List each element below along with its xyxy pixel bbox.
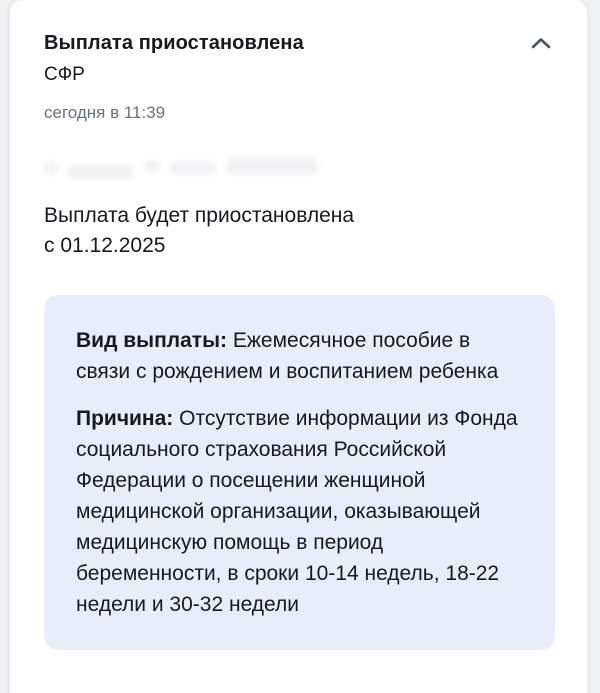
reason-label: Причина: xyxy=(76,407,174,430)
notification-title: Выплата приостановлена xyxy=(44,32,304,54)
redacted-blob xyxy=(44,162,58,174)
redacted-blob xyxy=(144,160,160,172)
chevron-up-icon xyxy=(531,37,551,49)
redacted-text-placeholder xyxy=(44,155,555,181)
redacted-blob xyxy=(226,158,318,174)
notification-message xyxy=(44,201,555,261)
reason-row xyxy=(76,403,525,620)
notification-card xyxy=(10,0,587,693)
details-box xyxy=(44,295,555,650)
reason-value: Отсутствие информации из Фонда социального страхования Российской Федерации о посещении женщиной медицинской организации, оказывающей медицинскую помощь в период беременности, в сроки 10-14 недель, 18-22 недели и 30-32 недели xyxy=(76,407,518,616)
payment-type-row xyxy=(76,325,525,387)
payment-type-label: Вид выплаты: xyxy=(76,329,227,352)
notification-timestamp: сегодня в 11:39 xyxy=(44,103,166,122)
redacted-blob xyxy=(170,162,216,174)
message-line-2: с 01.12.2025 xyxy=(44,234,166,257)
message-line-1: Выплата будет приостановлена xyxy=(44,204,355,227)
collapse-button[interactable] xyxy=(529,35,553,51)
notification-sender: СФР xyxy=(44,64,85,85)
notification-header xyxy=(44,30,555,56)
redacted-blob xyxy=(68,165,134,179)
payment-type-value: Ежемесячное пособие в связи с рождением и воспитанием ребенка xyxy=(76,329,499,383)
